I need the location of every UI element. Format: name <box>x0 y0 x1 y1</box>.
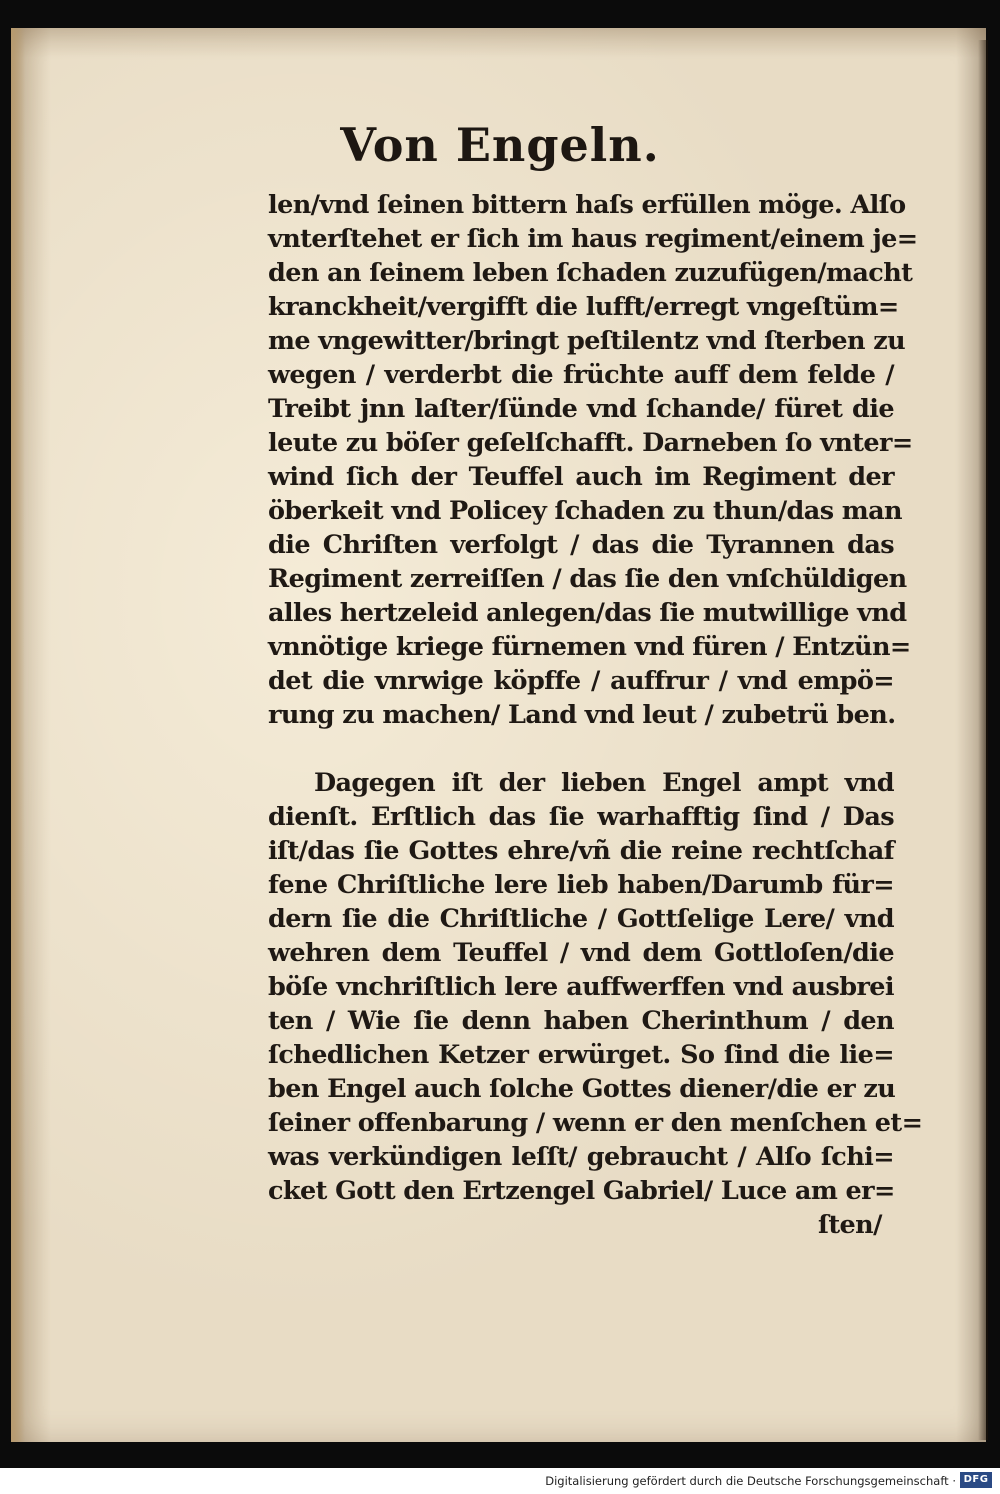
text-line: Dagegen iſt der lieben Engel ampt vnd <box>314 768 894 798</box>
text-line: böſe vnchriſtlich lere auffwerffen vnd ausbrei <box>268 972 894 1002</box>
text-line: öberkeit vnd Policey ſchaden zu thun/das man <box>268 496 902 526</box>
text-line: iſt/das ſie Gottes ehre/vñ die reine rechtſchaf <box>268 836 894 866</box>
text-line: die Chriſten verfolgt / das die Tyrannen das <box>268 530 894 560</box>
text-line: me vngewitter/bringt peſtilentz vnd ſterben zu <box>268 326 906 356</box>
running-head: Von Engeln. <box>340 118 660 172</box>
text-line: dern ſie die Chriſtliche / Gottſelige Lere/ vnd <box>268 904 894 934</box>
text-line: det die vnrwige köpffe / auffrur / vnd empö= <box>268 666 894 696</box>
text-line: leute zu böſer geſelſchafft. Darneben ſo vnter= <box>268 428 913 458</box>
text-line: Treibt jnn laſter/ſünde vnd ſchande/ füret die <box>268 394 894 424</box>
text-line: wind ſich der Teuffel auch im Regiment der <box>268 462 894 492</box>
text-line: vnnötige kriege fürnemen vnd füren / Entzün= <box>268 632 911 662</box>
text-line: ten / Wie ſie denn haben Cherinthum / den <box>268 1006 894 1036</box>
text-line: vnterſtehet er ſich im haus regiment/einem je= <box>268 224 918 254</box>
text-line: alles hertzeleid anlegen/das ſie mutwillige vnd <box>268 598 907 628</box>
page-edge-shadow <box>978 40 988 1440</box>
text-line: kranckheit/vergifft die lufft/erregt vngeſtüm= <box>268 292 899 322</box>
text-line: len/vnd ſeinen bittern haſs erfüllen möge. Alſo <box>268 190 906 220</box>
page-gutter-shadow <box>11 28 25 1442</box>
text-line: Regiment zerreiſſen / das ſie den vnſchüldigen <box>268 564 907 594</box>
funding-credit: Digitalisierung gefördert durch die Deutsche Forschungsgemeinschaft · <box>545 1474 956 1488</box>
catchword: ſten/ <box>818 1210 882 1240</box>
text-line: cket Gott den Ertzengel Gabriel/ Luce am er= <box>268 1176 895 1206</box>
text-line: was verkündigen leſſt/ gebraucht / Alſo ſchi= <box>268 1142 894 1172</box>
text-line: wegen / verderbt die früchte auff dem felde / <box>268 360 894 390</box>
text-line: ben Engel auch ſolche Gottes diener/die er zu <box>268 1074 896 1104</box>
text-line: wehren dem Teuffel / vnd dem Gottloſen/die <box>268 938 894 968</box>
text-line: fene Chriſtliche lere lieb haben/Darumb für= <box>268 870 894 900</box>
text-line: ſchedlichen Ketzer erwürget. So ſind die lie= <box>268 1040 894 1070</box>
text-line: dienſt. Erſtlich das ſie warhafftig ſind / Das <box>268 802 894 832</box>
text-line: ſeiner offenbarung / wenn er den menſchen et= <box>268 1108 923 1138</box>
text-line: rung zu machen/ Land vnd leut / zubetrü ben. <box>268 700 896 730</box>
dfg-logo: DFG <box>960 1472 992 1488</box>
text-line: den an ſeinem leben ſchaden zuzufügen/macht <box>268 258 913 288</box>
